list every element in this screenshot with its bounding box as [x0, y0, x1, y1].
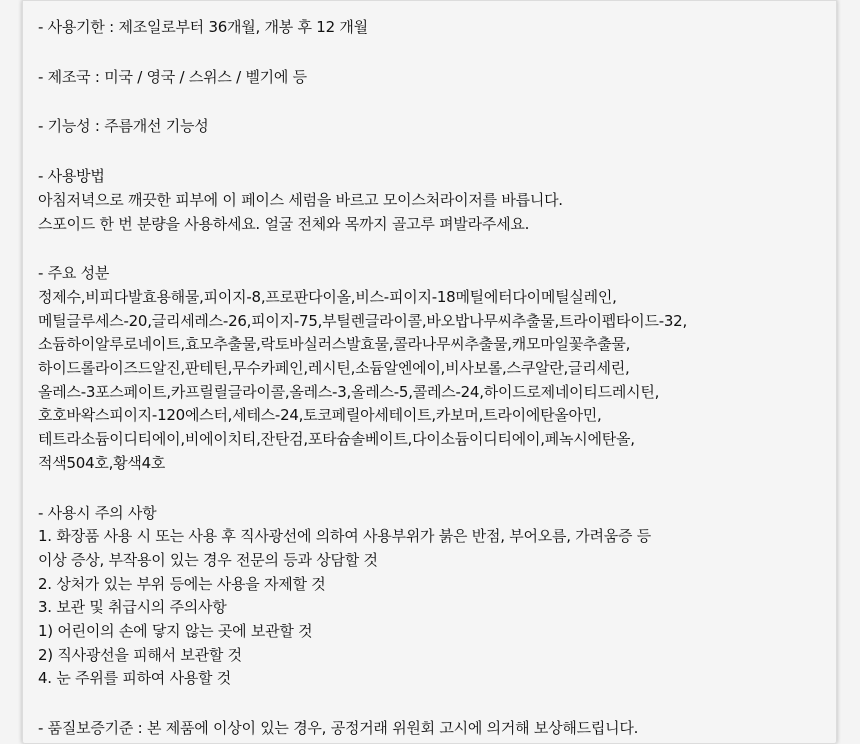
- precautions-heading: - 사용시 주의 사항: [38, 503, 157, 522]
- how-to-use-line: 스포이드 한 번 분량을 사용하세요. 얼굴 전체와 목까지 골고루 펴발라주세요.: [38, 214, 530, 233]
- ingredients-line: 소듐하이알루로네이트,효모추출물,락토바실러스발효물,콜라나무씨추출물,캐모마일꽃추출물,: [38, 335, 631, 354]
- product-info-text: [38, 16, 828, 741]
- precaution-line: 1. 화장품 사용 시 또는 사용 후 직사광선에 의하여 사용부위가 붉은 반점, 부어오름, 가려움증 등: [38, 527, 651, 546]
- precaution-line: 3. 보관 및 취급시의 주의사항: [38, 598, 227, 617]
- ingredients-line: 메틸글루세스-20,글리세레스-26,피이지-75,부틸렌글라이콜,바오밥나무씨추출물,트라이펩타이드-32,: [38, 311, 687, 330]
- precautions-section: [38, 502, 828, 692]
- ingredients-line: 테트라소듐이디티에이,비에이치티,잔탄검,포타슘솔베이트,다이소듐이디티에이,페녹시에탄올,: [38, 430, 635, 449]
- function: - 기능성 : 주름개선 기능성: [38, 117, 209, 136]
- precaution-line: 2) 직사광선을 피해서 보관할 것: [38, 645, 242, 664]
- ingredients-section: [38, 262, 828, 475]
- precaution-line: 2. 상처가 있는 부위 등에는 사용을 자제할 것: [38, 574, 326, 593]
- function-section: [38, 115, 828, 139]
- ingredients-line: 정제수,비피다발효용해물,피이지-8,프로판다이올,비스-피이지-18메틸에터다이메틸실레인,: [38, 287, 617, 306]
- precaution-line: 4. 눈 주위를 피하여 사용할 것: [38, 669, 232, 688]
- usage-period: - 사용기한 : 제조일로부터 36개월, 개봉 후 12 개월: [38, 18, 368, 36]
- origin-section: [38, 66, 828, 90]
- origin: - 제조국 : 미국 / 영국 / 스위스 / 벨기에 등: [38, 67, 307, 86]
- precaution-line: 1) 어린이의 손에 닿지 않는 곳에 보관할 것: [38, 622, 313, 641]
- ingredients-line: 하이드롤라이즈드알진,판테틴,무수카페인,레시틴,소듐알엔에이,비사보롤,스쿠알란,글리세린,: [38, 359, 630, 378]
- usage-period-section: [38, 16, 828, 40]
- warranty: - 품질보증기준 : 본 제품에 이상이 있는 경우, 공정거래 위원회 고시에 의거해 보상해드립니다.: [38, 719, 639, 738]
- warranty-section: [38, 717, 828, 741]
- ingredients-line: 적색504호,황색4호: [38, 453, 166, 472]
- how-to-use-heading: - 사용방법: [38, 167, 105, 186]
- ingredients-line: 호호바왁스피이지-120에스터,세테스-24,토코페릴아세테이트,카보머,트라이에탄올아민,: [38, 406, 602, 425]
- ingredients-line: 올레스-3포스페이트,카프릴릴글라이콜,올레스-3,올레스-5,콜레스-24,하이드로제네이티드레시틴,: [38, 382, 660, 401]
- how-to-use-line: 아침저녁으로 깨끗한 피부에 이 페이스 세럼을 바르고 모이스처라이저를 바릅니다.: [38, 190, 563, 209]
- precaution-line: 이상 증상, 부작용이 있는 경우 전문의 등과 상담할 것: [38, 550, 378, 569]
- how-to-use-section: [38, 165, 828, 236]
- ingredients-heading: - 주요 성분: [38, 264, 110, 283]
